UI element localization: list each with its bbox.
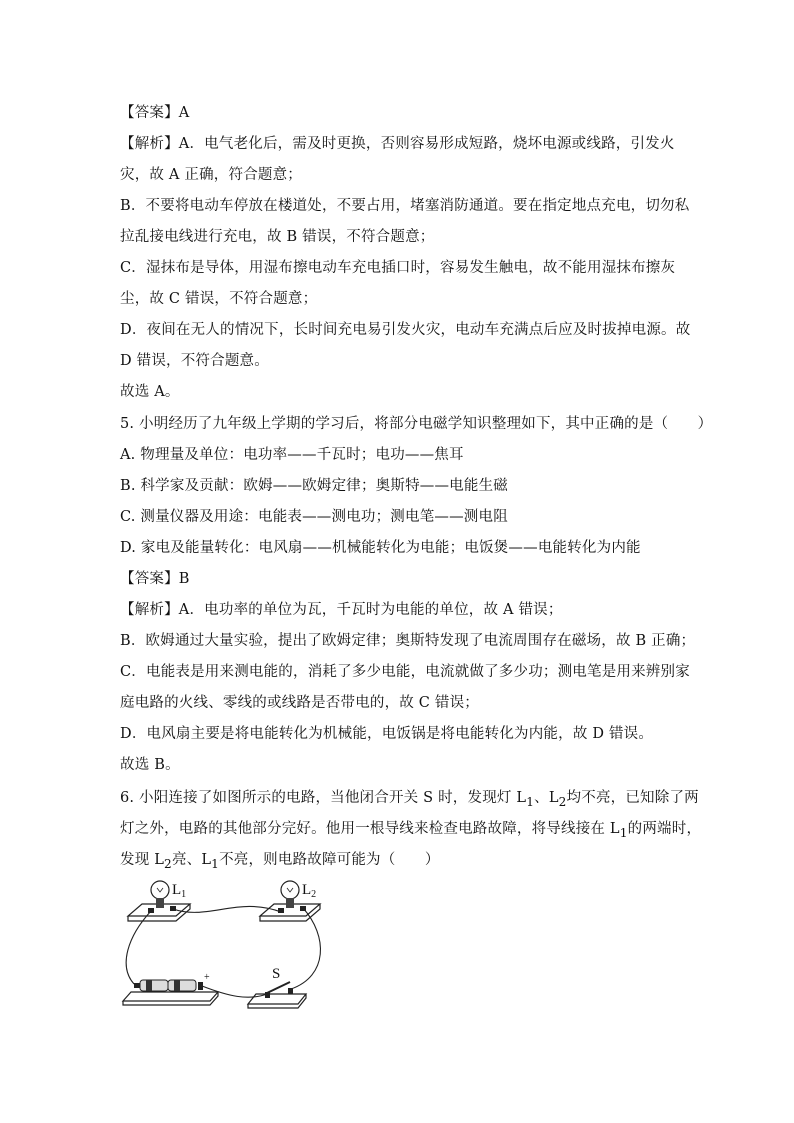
question-6-stem-line-2: 灯之外，电路的其他部分完好。他用一根导线来检查电路故障，将导线接在 $L_1$的两端时， [120, 821, 702, 840]
analysis-line: 灾，故 A 正确，符合题意； [120, 167, 302, 183]
lamp-1-label: $L_1$ [172, 882, 187, 900]
answer-label-q4: 【答案】A [120, 105, 190, 121]
option-c: C. 测量仪器及用途：电能表——测电功；测电笔——测电阻 [120, 509, 508, 525]
analysis-line: 【解析】A．电气老化后，需及时更换，否则容易形成短路，烧坏电源或线路，引发火 [120, 136, 675, 152]
question-6-stem-line-3: 发现 $L_2$亮、$L_1$不亮，则电路故障可能为（ ） [120, 852, 440, 871]
analysis-line: 尘，故 C 错误，不符合题意； [120, 291, 318, 307]
battery-plus-label: + [204, 972, 210, 983]
option-b: B. 科学家及贡献：欧姆——欧姆定律；奥斯特——电能生磁 [120, 478, 508, 494]
question-5-stem: 5. 小明经历了九年级上学期的学习后，将部分电磁学知识整理如下，其中正确的是（ ） [120, 416, 713, 432]
option-d: D. 家电及能量转化：电风扇——机械能转化为电能；电饭煲——电能转化为内能 [120, 540, 641, 556]
battery-base [123, 992, 218, 1001]
switch-label: S [272, 966, 281, 982]
analysis-line: 【解析】A．电功率的单位为瓦，千瓦时为电能的单位，故 A 错误； [120, 602, 563, 618]
circuit-diagram [118, 876, 338, 1016]
lamp-2-label: $L_2$ [302, 882, 317, 900]
analysis-line: D 错误，不符合题意。 [120, 353, 269, 369]
analysis-line: B．欧姆通过大量实验，提出了欧姆定律；奥斯特发现了电流周围存在磁场，故 B 正确； [120, 633, 696, 649]
analysis-line: 庭电路的火线、零线的或线路是否带电的，故 C 错误； [120, 695, 480, 711]
conclusion-line: 故选 A。 [120, 384, 180, 400]
analysis-line: C．湿抹布是导体，用湿布擦电动车充电插口时，容易发生触电，故不能用湿抹布擦灰 [120, 260, 676, 276]
conclusion-line: 故选 B。 [120, 757, 180, 773]
battery-icon [134, 980, 203, 991]
option-a: A. 物理量及单位：电功率——千瓦时；电功——焦耳 [120, 447, 464, 463]
answer-label-q5: 【答案】B [120, 571, 190, 587]
question-6-stem-line-1: 6. 小阳连接了如图所示的电路，当他闭合开关 S 时，发现灯 $L_1$、$L_2$均不亮，已知除了两 [120, 790, 699, 809]
analysis-line: D．电风扇主要是将电能转化为机械能，电饭锅是将电能转化为内能，故 D 错误。 [120, 726, 654, 742]
analysis-line: 拉乱接电线进行充电，故 B 错误，不符合题意； [120, 229, 435, 245]
analysis-line: B．不要将电动车停放在楼道处，不要占用，堵塞消防通道。要在指定地点充电，切勿私 [120, 198, 690, 214]
switch-base [248, 994, 306, 1004]
analysis-line: D．夜间在无人的情况下，长时间充电易引发火灾，电动车充满点后应及时拔掉电源。故 [120, 322, 691, 338]
analysis-line: C．电能表是用来测电能的，消耗了多少电能，电流就做了多少功；测电笔是用来辨别家 [120, 664, 690, 680]
